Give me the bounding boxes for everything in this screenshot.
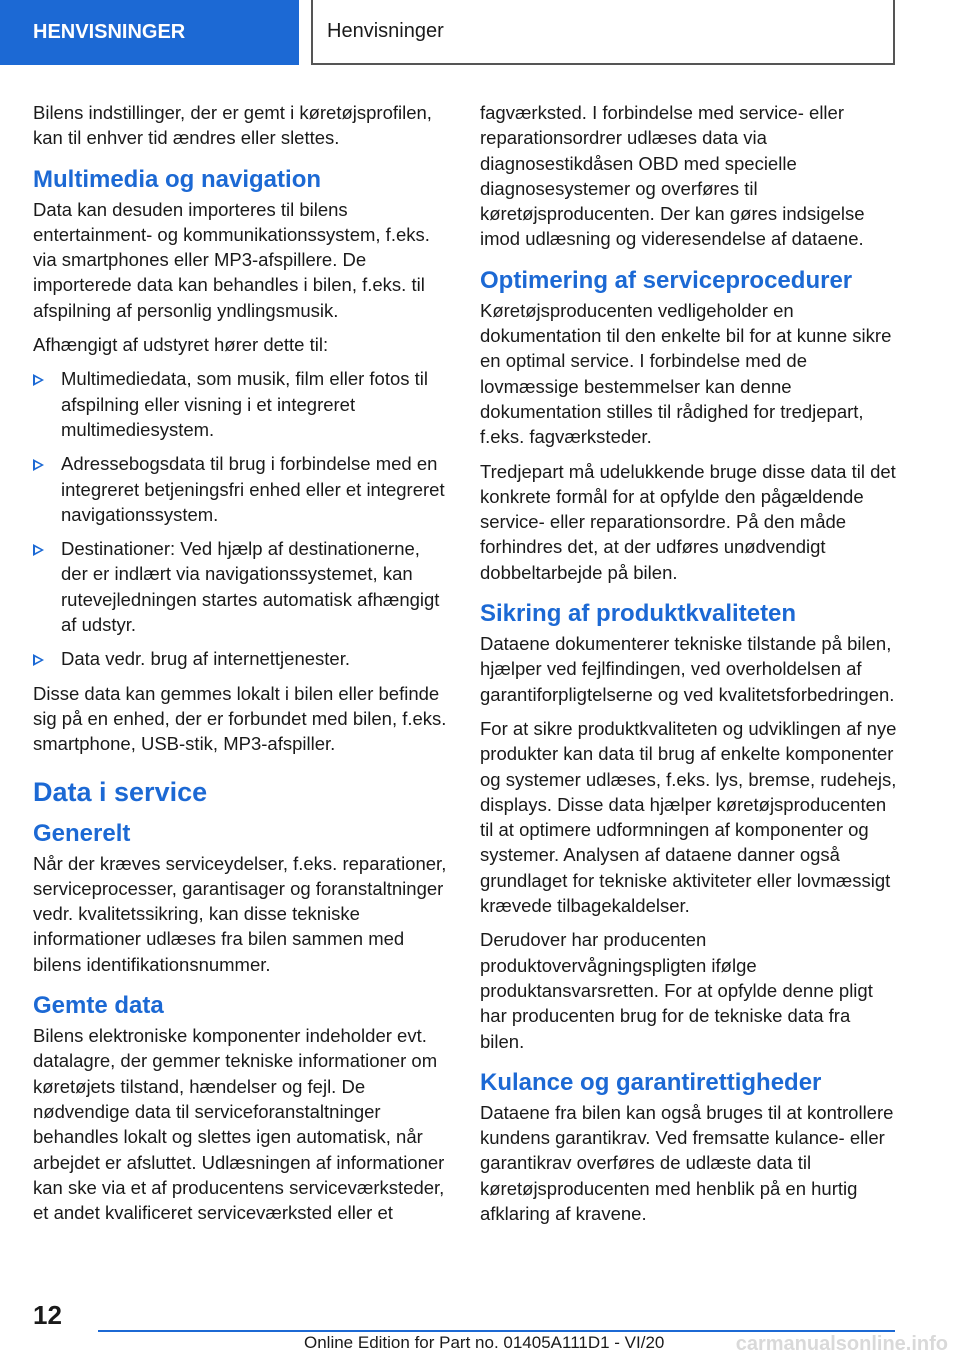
intro-paragraph: Bilens indstillinger, der er gemt i køretøjsprofilen, kan til enhver tid ændres eller slettes. bbox=[33, 102, 432, 149]
heading-stored-data: Gemte data bbox=[33, 992, 164, 1020]
footer-divider bbox=[98, 1330, 895, 1332]
section-title-label: Henvisninger bbox=[327, 20, 444, 42]
multimedia-list bbox=[33, 366, 449, 671]
list-item: Adressebogsdata til brug i forbindelse med en integreret betjeningsfri enhed eller et integreret navigationssystem. bbox=[33, 451, 449, 527]
heading-warranty: Kulance og garantirettigheder bbox=[480, 1068, 822, 1096]
multimedia-paragraph-1: Data kan desuden importeres til bilens entertainment- og kommunikationssystem, f.eks. via smartphones eller MP3-afspillere. De importerede data kan behandles i bilen, f.eks. til afspilning af personlig yndlingsmusik. bbox=[33, 198, 430, 321]
watermark: carmanualsonline.info bbox=[735, 1333, 948, 1355]
quality-paragraph-1: Dataene dokumenterer tekniske tilstande på bilen, hjælper ved fejlfindingen, ved overholdelsen af garantiforpligtelserne og ved kvalitetsforbedringen. bbox=[480, 633, 895, 705]
heading-service-optimization: Optimering af serviceprocedurer bbox=[480, 266, 853, 294]
optimization-paragraph-1: Køretøjsproducenten vedligeholder en dokumentation til den enkelte bil for at kunne sikre en optimal service. I forbindelse med de lovmæssige bestemmelser kan denne dokumentation stilles til rådighed for tredjepart, f.eks. fagværksteder. bbox=[480, 299, 892, 448]
heading-product-quality: Sikring af produktkvaliteten bbox=[480, 600, 797, 628]
heading-general: Generelt bbox=[33, 819, 131, 847]
general-paragraph: Når der kræves serviceydelser, f.eks. reparationer, serviceprocesser, garantisager og foranstaltninger vedr. kvalitetssikring, kan disse tekniske informationer udlæses fra bilen sammen med bilens identifikationsnummer. bbox=[33, 852, 447, 975]
warranty-paragraph: Dataene fra bilen kan også bruges til at kontrollere kundens garantikrav. Ved fremsatte kulance- eller garantikrav overføres de udlæste data til køretøjsproducenten med henblik på en hurtig afklaring af kravene. bbox=[480, 1101, 894, 1224]
page-number: 12 bbox=[33, 1300, 62, 1330]
section-title bbox=[311, 0, 895, 65]
right-column bbox=[480, 100, 897, 1235]
heading-data-in-service: Data i service bbox=[33, 776, 208, 807]
triangle-bullet-icon bbox=[33, 459, 44, 471]
list-item: Data vedr. brug af internettjenester. bbox=[33, 646, 449, 671]
stored-data-paragraph: Bilens elektroniske komponenter indeholder evt. datalagre, der gemmer tekniske informationer om køretøjets tilstand, hændelser og fejl. De nødvendige data til serviceforanstaltninger behandles lokalt og slettes igen automatisk, når arbejdet er afsluttet. Udlæsningen af informationer kan ske via et af producentens serviceværksteder, et andet kvalificeret serviceværksted eller et bbox=[33, 1025, 445, 1224]
triangle-bullet-icon bbox=[33, 654, 44, 666]
left-column bbox=[33, 100, 449, 1234]
list-item: Multimediedata, som musik, film eller fotos til afspilning eller visning i et integreret multimediesystem. bbox=[33, 366, 449, 442]
triangle-bullet-icon bbox=[33, 544, 44, 556]
multimedia-paragraph-2: Afhængigt af udstyret hører dette til: bbox=[33, 334, 329, 356]
section-tab bbox=[0, 0, 299, 65]
triangle-bullet-icon bbox=[33, 374, 44, 386]
footer-edition: Online Edition for Part no. 01405A111D1 - VI/20 bbox=[304, 1333, 665, 1352]
multimedia-paragraph-3: Disse data kan gemmes lokalt i bilen eller befinde sig på en enhed, der er forbundet med bilen, f.eks. smartphone, USB-stik, MP3-afspiller. bbox=[33, 682, 447, 755]
quality-paragraph-3: Derudover har producenten produktovervågningspligten ifølge produktansvarsretten. For at opfylde denne pligt har producenten brug for de tekniske data fra bilen. bbox=[480, 929, 873, 1052]
heading-multimedia: Multimedia og navigation bbox=[33, 165, 322, 193]
quality-paragraph-2: For at sikre produktkvaliteten og udviklingen af nye produkter kan data til brug af enkelte komponenter og systemer udlæses, f.eks. lys, bremse, rudehejs, displays. Disse data hjælper køretøjsproducenten til at optimere udformningen af komponenter og systemer. Analysen af dataene danner også grundlaget for tekniske aktiviteter eller lovmæssigt krævede tilbagekaldelser. bbox=[480, 717, 897, 917]
list-item: Destinationer: Ved hjælp af destinationerne, der er indlært via navigationssystemet, kan rutevejledningen startes automatisk afhængigt af udstyr. bbox=[33, 536, 449, 637]
continued-paragraph: fagværksted. I forbindelse med service- eller reparationsordrer udlæses data via diagnosestikdåsen OBD med specielle diagnosesystemer og overføres til køretøjsproducenten. Der kan gøres indsigelse imod udlæsning og videresendelse af dataene. bbox=[480, 102, 865, 250]
optimization-paragraph-2: Tredjepart må udelukkende bruge disse data til det konkrete formål for at opfylde den pågældende service- eller reparationsordre. På den måde forhindres det, at der udføres unødvendigt dobbeltarbejde på bilen. bbox=[480, 460, 896, 583]
section-tab-label: HENVISNINGER bbox=[33, 21, 186, 43]
